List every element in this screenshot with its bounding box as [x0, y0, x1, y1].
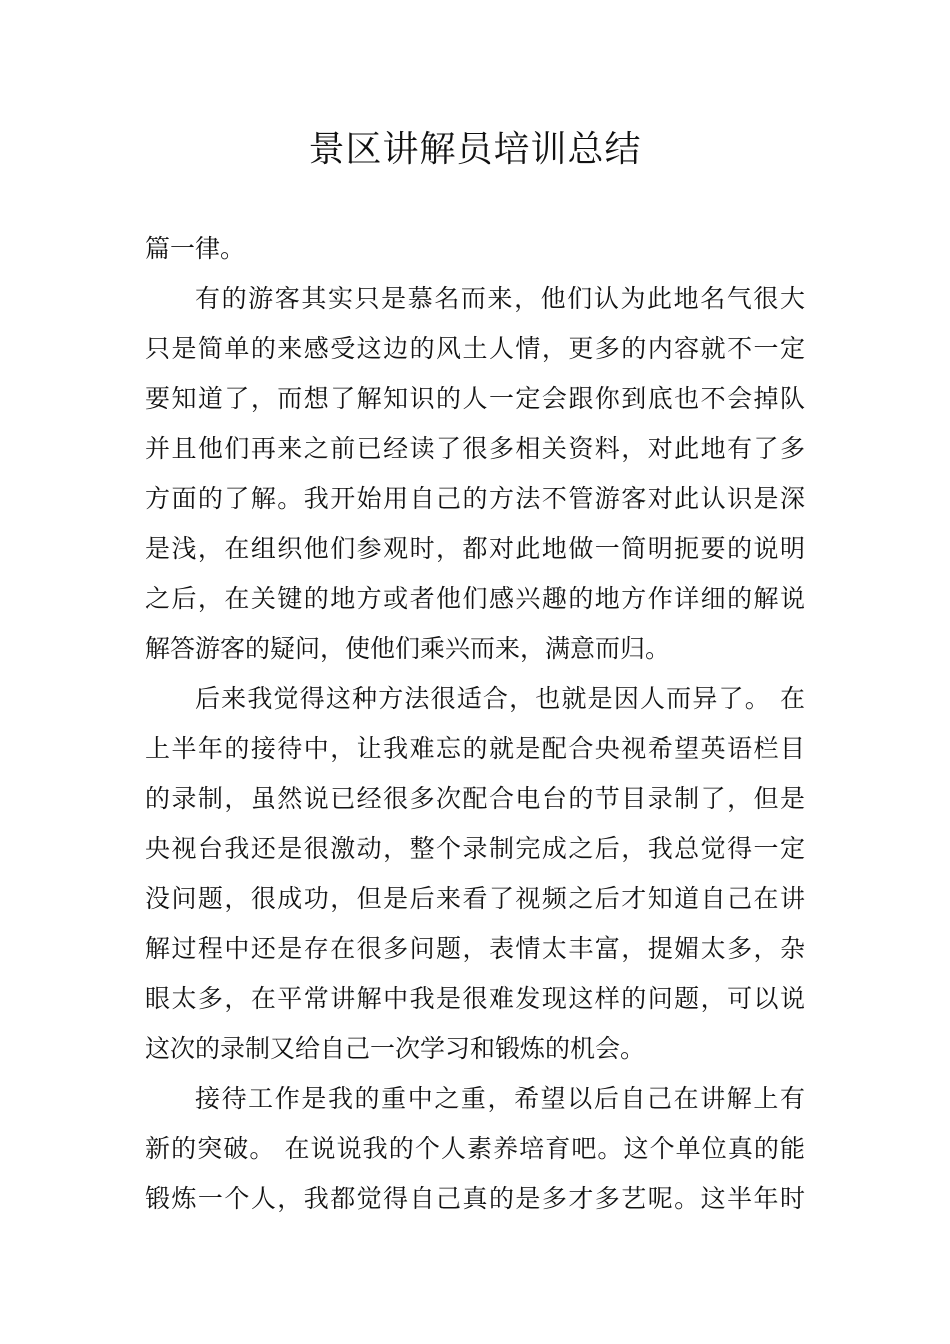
- text-line: 解答游客的疑问，使他们乘兴而来，满意而归。: [145, 634, 671, 663]
- text-line: 并且他们再来之前已经读了很多相关资料，对此地有了多: [145, 434, 805, 463]
- text-line: 新的突破。 在说说我的个人素养培育吧。这个单位真的能: [145, 1134, 805, 1163]
- text-line: 有的游客其实只是慕名而来，他们认为此地名气很大: [195, 284, 805, 313]
- text-line: 篇一律。: [145, 234, 246, 263]
- text-line: 上半年的接待中，让我难忘的就是配合央视希望英语栏目: [145, 734, 805, 763]
- text-line: 没问题，很成功，但是后来看了视频之后才知道自己在讲: [145, 884, 805, 913]
- text-line: 之后，在关键的地方或者他们感兴趣的地方作详细的解说: [145, 584, 805, 613]
- document-title: 景区讲解员培训总结: [308, 129, 642, 170]
- text-line: 央视台我还是很激动，整个录制完成之后，我总觉得一定: [145, 834, 805, 863]
- text-line: 的录制，虽然说已经很多次配合电台的节目录制了，但是: [145, 784, 805, 813]
- text-line: 接待工作是我的重中之重，希望以后自己在讲解上有: [195, 1084, 805, 1113]
- text-line: 要知道了，而想了解知识的人一定会跟你到底也不会掉队: [145, 384, 805, 413]
- document-body: [145, 224, 805, 1224]
- text-line: 方面的了解。我开始用自己的方法不管游客对此认识是深: [145, 484, 805, 513]
- text-line: 解过程中还是存在很多问题，表情太丰富，提媚太多，杂: [145, 934, 805, 963]
- text-line: 只是简单的来感受这边的风土人情，更多的内容就不一定: [145, 334, 805, 363]
- text-line: 锻炼一个人，我都觉得自己真的是多才多艺呢。这半年时: [145, 1184, 805, 1213]
- text-line: 这次的录制又给自己一次学习和锻炼的机会。: [145, 1034, 646, 1063]
- text-line: 是浅，在组织他们参观时，都对此地做一简明扼要的说明: [145, 534, 805, 563]
- text-line: 后来我觉得这种方法很适合，也就是因人而异了。 在: [195, 684, 805, 713]
- text-line: 眼太多，在平常讲解中我是很难发现这样的问题，可以说: [145, 984, 805, 1013]
